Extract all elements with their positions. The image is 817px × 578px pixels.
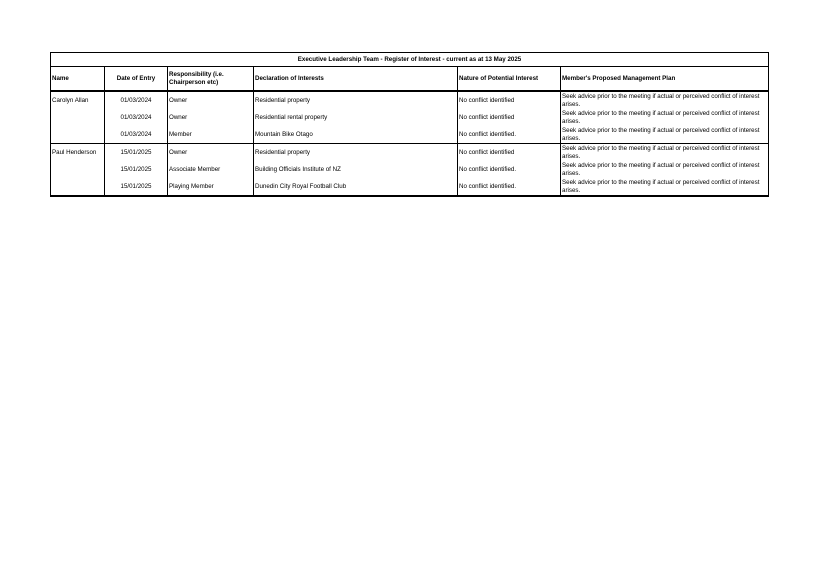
register-of-interest-table xyxy=(50,52,769,197)
cell-declaration: Residential property xyxy=(254,144,458,162)
cell-declaration: Dunedin City Royal Football Club xyxy=(254,178,458,196)
cell-plan: Seek advice prior to the meeting if actual or perceived conflict of interest arises. xyxy=(561,144,769,162)
cell-nature: No conflict identified xyxy=(458,144,561,162)
cell-plan: Seek advice prior to the meeting if actual or perceived conflict of interest arises. xyxy=(561,126,769,144)
cell-name: Carolyn Allan xyxy=(51,91,105,109)
cell-name xyxy=(51,126,105,144)
cell-date: 15/01/2025 xyxy=(105,144,168,162)
cell-nature: No conflict identified. xyxy=(458,178,561,196)
cell-name xyxy=(51,161,105,178)
table-row xyxy=(51,144,769,162)
cell-responsibility: Owner xyxy=(168,144,254,162)
cell-date: 01/03/2024 xyxy=(105,91,168,109)
cell-date: 15/01/2025 xyxy=(105,178,168,196)
cell-plan: Seek advice prior to the meeting if actual or perceived conflict of interest arises. xyxy=(561,109,769,126)
cell-responsibility: Owner xyxy=(168,91,254,109)
cell-date: 01/03/2024 xyxy=(105,126,168,144)
header-management-plan: Member's Proposed Management Plan xyxy=(561,67,769,92)
table-row xyxy=(51,109,769,126)
cell-declaration: Mountain Bike Otago xyxy=(254,126,458,144)
table-row xyxy=(51,91,769,109)
cell-nature: No conflict identified xyxy=(458,91,561,109)
cell-responsibility: Owner xyxy=(168,109,254,126)
cell-date: 01/03/2024 xyxy=(105,109,168,126)
cell-declaration: Residential property xyxy=(254,91,458,109)
cell-plan: Seek advice prior to the meeting if actual or perceived conflict of interest arises. xyxy=(561,178,769,196)
cell-nature: No conflict identified xyxy=(458,109,561,126)
header-declaration: Declaration of Interests xyxy=(254,67,458,92)
cell-responsibility: Member xyxy=(168,126,254,144)
header-row xyxy=(51,67,769,92)
table-row xyxy=(51,178,769,196)
cell-name xyxy=(51,178,105,196)
cell-nature: No conflict identified. xyxy=(458,126,561,144)
cell-declaration: Residential rental property xyxy=(254,109,458,126)
header-name: Name xyxy=(51,67,105,92)
cell-plan: Seek advice prior to the meeting if actual or perceived conflict of interest arises. xyxy=(561,91,769,109)
cell-date: 15/01/2025 xyxy=(105,161,168,178)
header-responsibility: Responsibility (i.e. Chairperson etc) xyxy=(168,67,254,92)
cell-plan: Seek advice prior to the meeting if actual or perceived conflict of interest arises. xyxy=(561,161,769,178)
cell-responsibility: Associate Member xyxy=(168,161,254,178)
cell-declaration: Building Officials Institute of NZ xyxy=(254,161,458,178)
header-nature: Nature of Potential Interest xyxy=(458,67,561,92)
cell-name xyxy=(51,109,105,126)
table-row xyxy=(51,126,769,144)
cell-responsibility: Playing Member xyxy=(168,178,254,196)
cell-name: Paul Henderson xyxy=(51,144,105,162)
header-date-of-entry: Date of Entry xyxy=(105,67,168,92)
title-row xyxy=(51,53,769,67)
table-title: Executive Leadership Team - Register of Interest - current as at 13 May 2025 xyxy=(51,53,769,67)
table-row xyxy=(51,161,769,178)
cell-nature: No conflict identified. xyxy=(458,161,561,178)
